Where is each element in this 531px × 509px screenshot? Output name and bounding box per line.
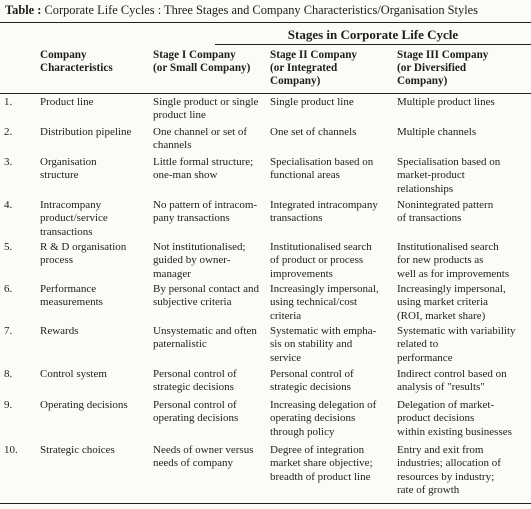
row-number: 6. <box>4 283 13 295</box>
cell-stage3: Specialisation based on market-product relationships <box>397 156 501 195</box>
table-row <box>0 325 531 364</box>
cell-stage3: Multiple product lines <box>397 96 495 108</box>
cell-stage2: Increasing delegation of operating decisions through policy <box>270 399 377 438</box>
cell-stage2: Institutionalised search of product or process improvements <box>270 241 372 280</box>
cell-stage1: Personal control of operating decisions <box>153 399 239 425</box>
row-number: 9. <box>4 399 13 411</box>
cell-stage3: Delegation of market- product decisions within existing businesses <box>397 399 512 438</box>
cell-stage3: Increasingly impersonal, using market criteria (ROI, market share) <box>397 283 506 322</box>
bottom-rule <box>0 503 531 504</box>
cell-stage1: Unsystematic and often paternalistic <box>153 325 257 351</box>
table-row <box>0 241 531 280</box>
table-row <box>0 283 531 322</box>
header-rule <box>0 93 531 94</box>
row-characteristic: Strategic choices <box>40 444 115 456</box>
cell-stage3: Indirect control based on analysis of "results" <box>397 368 507 394</box>
cell-stage2: One set of channels <box>270 126 357 138</box>
cell-stage3: Institutionalised search for new products as well as for improvements <box>397 241 510 280</box>
cell-stage1: One channel or set of channels <box>153 126 248 152</box>
cell-stage2: Increasingly impersonal, using technical/cost criteria <box>270 283 379 322</box>
column-header-stage1: Stage I Company (or Small Company) <box>153 49 251 75</box>
cell-stage1: Personal control of strategic decisions <box>153 368 237 394</box>
row-characteristic: Control system <box>40 368 107 380</box>
cell-stage2: Integrated intracompany transactions <box>270 199 378 225</box>
cell-stage1: Not institutionalised; guided by owner- manager <box>153 241 246 280</box>
table-row <box>0 156 531 195</box>
table-title-lead: Table : <box>5 3 42 17</box>
table-title <box>5 3 531 18</box>
group-header-rule <box>215 44 531 45</box>
cell-stage3: Multiple channels <box>397 126 477 138</box>
cell-stage2: Systematic with empha- sis on stability and service <box>270 325 377 364</box>
table-row <box>0 399 531 438</box>
table-row <box>0 368 531 394</box>
row-characteristic: Product line <box>40 96 94 108</box>
column-header-stage3: Stage III Company (or Diversified Company) <box>397 49 489 88</box>
cell-stage3: Nonintegrated pattern of transactions <box>397 199 494 225</box>
row-number: 2. <box>4 126 13 138</box>
row-characteristic: Performance measurements <box>40 283 103 309</box>
row-characteristic: Organisation structure <box>40 156 97 182</box>
cell-stage1: By personal contact and subjective criteria <box>153 283 259 309</box>
table-row <box>0 199 531 238</box>
row-characteristic: Intracompany product/service transactions <box>40 199 108 238</box>
cell-stage2: Single product line <box>270 96 354 108</box>
row-number: 4. <box>4 199 13 211</box>
row-number: 7. <box>4 325 13 337</box>
table-row <box>0 444 531 496</box>
top-rule <box>0 22 531 23</box>
table-title-text: Corporate Life Cycles : Three Stages and Company Characteristics/Organisation Styles <box>44 3 478 17</box>
cell-stage1: No pattern of intracom- pany transactions <box>153 199 258 225</box>
row-number: 1. <box>4 96 13 108</box>
cell-stage1: Little formal structure; one-man show <box>153 156 254 182</box>
group-header: Stages in Corporate Life Cycle <box>287 27 459 42</box>
row-characteristic: R & D organisation process <box>40 241 127 267</box>
cell-stage2: Personal control of strategic decisions <box>270 368 354 394</box>
row-characteristic: Operating decisions <box>40 399 128 411</box>
row-characteristic: Rewards <box>40 325 79 337</box>
cell-stage1: Needs of owner versus needs of company <box>153 444 254 470</box>
row-number: 3. <box>4 156 13 168</box>
cell-stage3: Entry and exit from industries; allocation of resources by industry; rate of growth <box>397 444 501 496</box>
row-number: 8. <box>4 368 13 380</box>
cell-stage1: Single product or single product line <box>153 96 259 122</box>
table-row <box>0 96 531 122</box>
cell-stage2: Specialisation based on functional areas <box>270 156 374 182</box>
table-row <box>0 126 531 152</box>
row-characteristic: Distribution pipeline <box>40 126 132 138</box>
row-number: 10. <box>4 444 18 456</box>
row-number: 5. <box>4 241 13 253</box>
column-header-characteristics: Company Characteristics <box>40 49 113 75</box>
cell-stage3: Systematic with variability related to performance <box>397 325 516 364</box>
cell-stage2: Degree of integration market share objective; breadth of product line <box>270 444 373 483</box>
column-header-stage2: Stage II Company (or Integrated Company) <box>270 49 358 88</box>
